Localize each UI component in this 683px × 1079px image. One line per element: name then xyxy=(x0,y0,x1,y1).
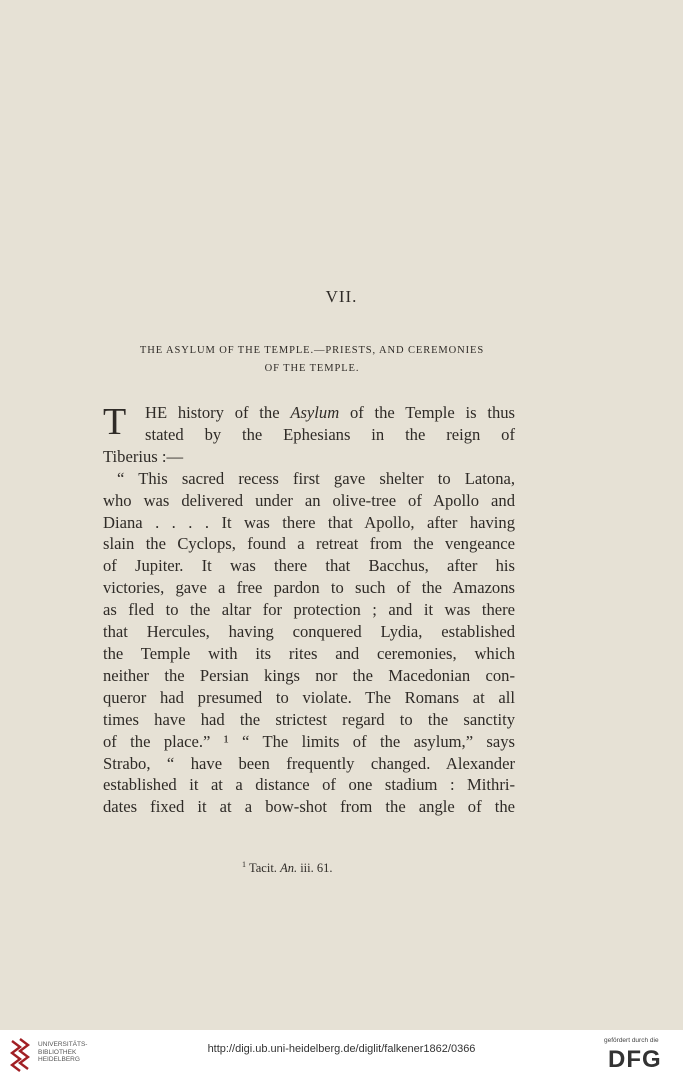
text-line: Diana . . . . It was there that Apollo, after having xyxy=(103,512,515,532)
text-line: HE history of the Asylum of the Temple is thus xyxy=(145,403,515,422)
text-line: victories, gave a free pardon to such of the Amazons xyxy=(103,578,515,598)
text-line: times have had the strictest regard to the sanctity xyxy=(103,709,515,729)
text-line: the Temple with its rites and ceremonies, which xyxy=(103,643,515,663)
text-line: who was delivered under an olive-tree of Apollo and xyxy=(103,490,515,510)
dfg-logo: DFG xyxy=(608,1046,662,1073)
drop-cap: T xyxy=(103,401,127,443)
text-line: Tiberius :— xyxy=(103,446,184,466)
text-line: of Jupiter. It was there that Bacchus, after his xyxy=(103,556,515,576)
text-line: “ This sacred recess first gave shelter to Latona, xyxy=(117,468,515,488)
text-line: Strabo, “ have been frequently changed. Alexander xyxy=(103,753,515,773)
body-text xyxy=(103,402,515,818)
chapter-title-line-2: OF THE TEMPLE. xyxy=(264,363,360,374)
text-line: established it at a distance of one stadium : Mithri- xyxy=(103,775,515,795)
footnote-marker: 1 xyxy=(242,860,246,869)
chapter-number: VII. xyxy=(325,287,358,306)
text-line: of the place.” ¹ “ The limits of the asylum,” says xyxy=(103,731,515,751)
permalink-url[interactable]: http://digi.ub.uni-heidelberg.de/diglit/falkener1862/0366 xyxy=(207,1043,476,1055)
chapter-title-line-1: THE ASYLUM OF THE TEMPLE.—PRIESTS, AND CEREMONIES xyxy=(139,345,485,356)
text-line: queror had presumed to violate. The Romans at all xyxy=(103,687,515,707)
text-line: slain the Cyclops, found a retreat from the vengeance xyxy=(103,534,515,554)
footnote: $^1$ Tacit. An. iii. 61. xyxy=(242,860,333,876)
italic-asylum: Asylum xyxy=(290,403,340,422)
text-line: dates fixed it at a bow-shot from the angle of the xyxy=(103,797,515,817)
text-line: as fled to the altar for protection ; and it was there xyxy=(103,600,515,620)
text-line: that Hercules, having conquered Lydia, established xyxy=(103,622,515,642)
funding-note: gefördert durch die xyxy=(604,1037,659,1044)
library-name: UNIVERSITÄTS- BIBLIOTHEK HEIDELBERG xyxy=(38,1041,88,1063)
text-line: neither the Persian kings nor the Macedonian con- xyxy=(103,665,515,685)
text-line: stated by the Ephesians in the reign of xyxy=(145,424,515,444)
